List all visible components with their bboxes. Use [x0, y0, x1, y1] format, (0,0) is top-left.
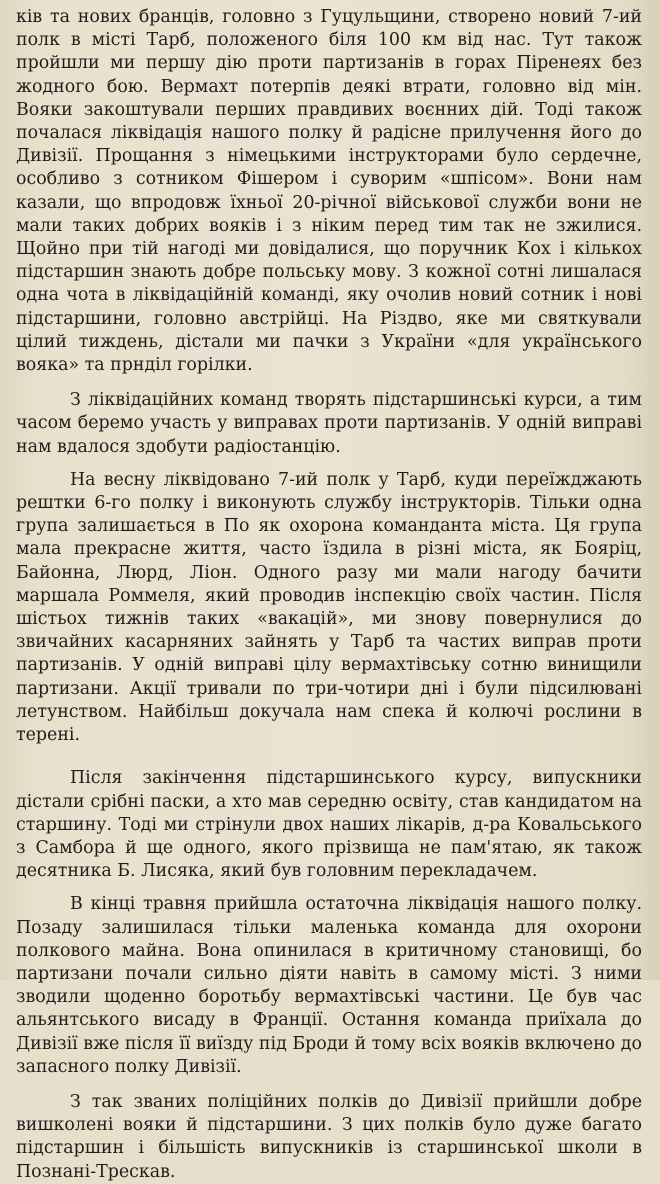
paragraph-6: З так званих поліційних полків до Дивізії прийшли добре вишколені вояки й підстаршини. З цих полків було дуже багато підстаршин і більшість випускників із старшинської школи в Познані-Трескав. — [16, 1091, 642, 1182]
paragraph-3: На весну ліквідовано 7-ий полк у Тарб, куди переїжджають рештки 6-го полку і виконують службу інструкторів. Тільки одна група залишається в По як охорона команданта міста. Ця група мала прекрасне життя, часто їздила в різні міста, як Бояріц, Байонна, Люрд, Ліон. Одного разу ми мали нагоду бачити маршала Роммеля, який проводив інспекцію своїх частин. Після шістьох тижнів таких «вакацій», ми знову повернулися до звичайних касарняних зайнять у Тарб та частих виправ проти партизанів. У одній виправі цілу вермахтівську сотню винищили партизани. Акції тривали по три-чотири дні і були підсилювані летунством. Найбільш докучала нам спека й колючі рослини в терені. — [16, 469, 642, 746]
paragraph-4: Після закінчення підстаршинського курсу, випускники дістали срібні паски, а хто мав середню освіту, став кандидатом на старшину. Тоді ми стрінули двох наших лікарів, д-ра Ковальського з Самбора й ще одного, якого прізвища не пам'ятаю, як також десятника Б. Лисяка, який був головним перекладачем. — [16, 768, 642, 882]
paragraph-1: ків та нових бранців, головно з Гуцульщини, створено новий 7-ий полк в місті Тарб, положеного біля 100 км від нас. Тут також пройшли ми першу дію проти партизанів в горах Піренеях без жодного бою. Вермахт потерпів деякі втрати, головно від мін. Вояки закоштували перших правдивих воєнних дій. Тоді також почалася ліквідація нашого полку й радісне прилучення його до Дивізії. Прощання з німецькими інструкторами було сердечне, особливо з сотником Фішером і суворим «шпісом». Вони нам казали, що впродовж їхньої 20-річної військової служби вони не мали таких добрих вояків і з ніким перед тим так не зжилися. Щойно при тій нагоді ми довідалися, що поручник Кох і кількох підстаршин знають добре польську мову. З кожної сотні лишалася одна чота в ліквідаційній команді, яку очолив новий сотник і нові підстаршини, головно австрійці. На Різдво, яке ми святкували цілий тиждень, дістали ми пачки з України «для українського вояка» та прнділ горілки. — [16, 7, 642, 376]
paragraph-2: З ліквідаційних команд творять підстаршинські курси, а тим часом беремо участь у виправах проти партизанів. У одній виправі нам вдалося здобути радіостанцію. — [16, 390, 642, 457]
paragraph-5: В кінці травня прийшла остаточна ліквідація нашого полку. Позаду залишилася тільки маленька команда для охорони полкового майна. Вона опинилася в критичному становищі, бо партизани почали сильно діяти навіть в самому місті. З ними зводили щоденно боротьбу вермахтівські частини. Це був час альянтського висаду в Франції. Остання команда приїхала до Дивізії вже після її виїзду під Броди й тому всіх вояків включено до запасного полку Дивізії. — [16, 894, 642, 1077]
page-text — [16, 6, 642, 1184]
